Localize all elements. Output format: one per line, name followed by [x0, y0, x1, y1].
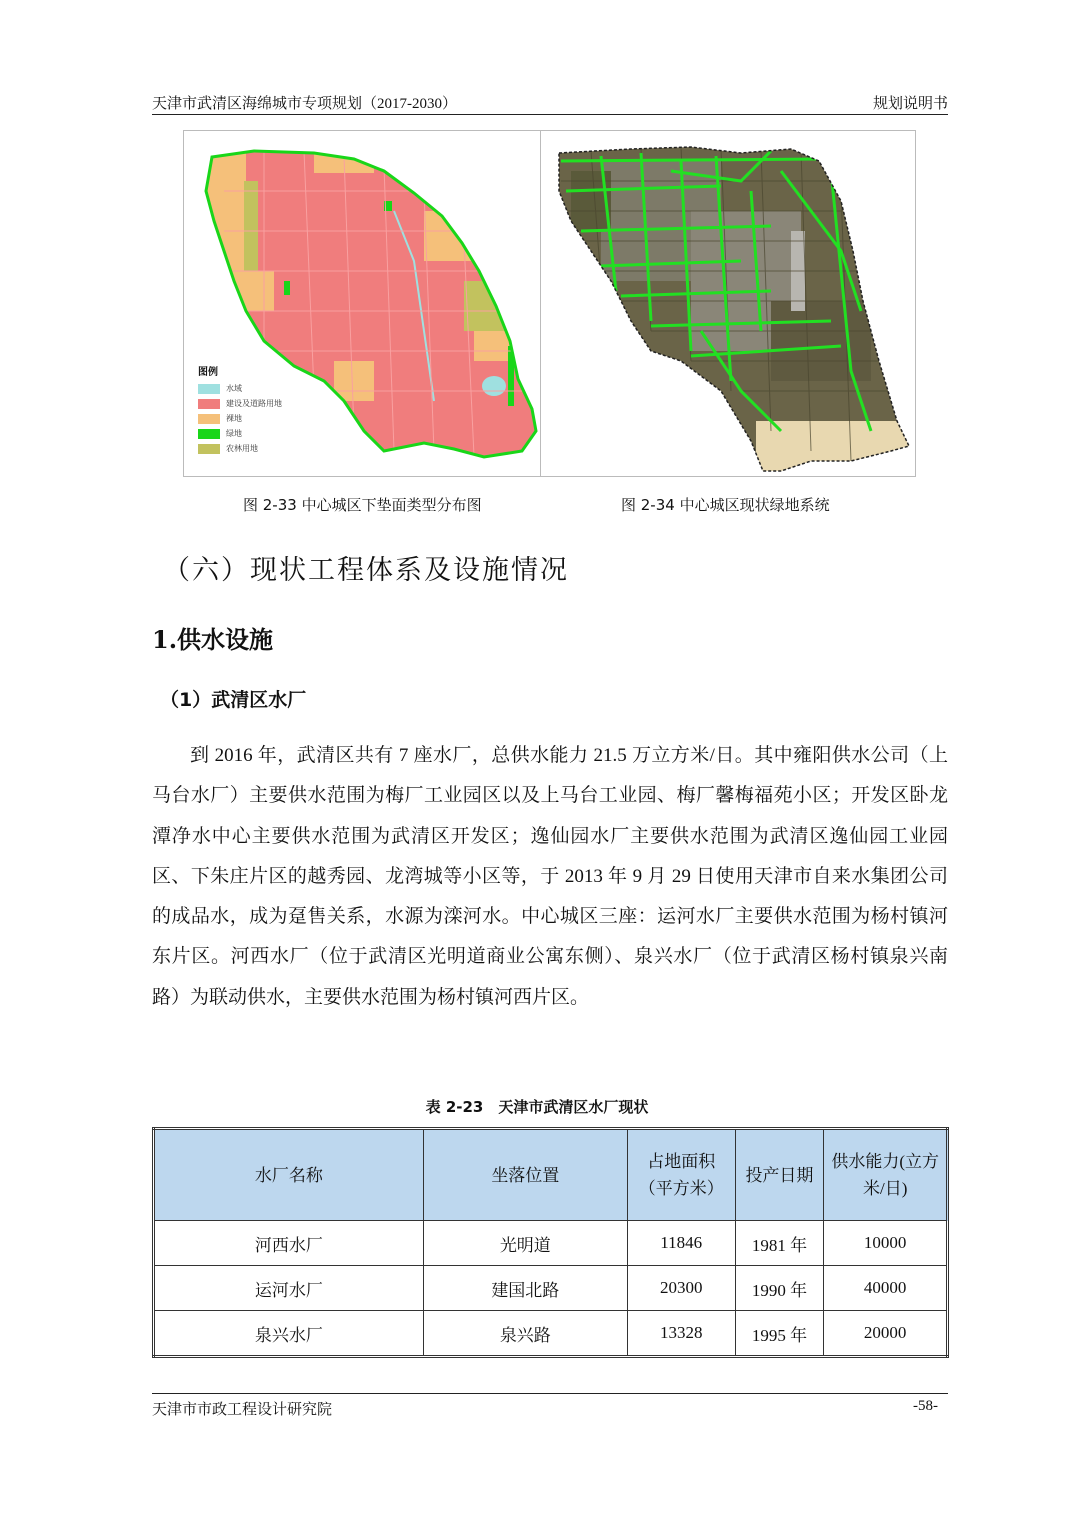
footer-org: 天津市市政工程设计研究院: [152, 1402, 333, 1418]
legend-item: [198, 381, 282, 396]
legend-item: [198, 396, 282, 411]
legend-label: 农林用地: [226, 444, 258, 453]
legend-swatch: [198, 429, 220, 439]
table-cell: 运河水厂: [154, 1266, 424, 1311]
legend-title: 图例: [198, 367, 218, 378]
body-paragraph: 到 2016 年，武清区共有 7 座水厂，总供水能力 21.5 万立方米/日。其中雍阳供水公司（上马台水厂）主要供水范围为梅厂工业园区以及上马台工业园、梅厂馨梅福苑小区；开发区卧龙潭净水中心主要供水范围为武清区开发区；逸仙园水厂主要供水范围为武清区逸仙园工业园区、下朱庄片区的越秀园、龙湾城等小区等，于 2013 年 9 月 29 日使用天津市自来水集团公司的成品水，成为趸售关系，水源为滦河水。中心城区三座：运河水厂主要供水范围为杨村镇河东片区。河西水厂（位于武清区光明道商业公寓东侧）、泉兴水厂（位于武清区杨村镇泉兴南路）为联动供水，主要供水范围为杨村镇河西片区。: [152, 745, 948, 1008]
figure-caption-left: 图 2-33 中心城区下垫面类型分布图: [243, 496, 482, 514]
table-cell: 20300: [627, 1266, 735, 1311]
table-cell: 泉兴路: [423, 1311, 627, 1357]
column-header: 供水能力(立方米/日): [824, 1129, 948, 1221]
column-header: 占地面积（平方米）: [627, 1129, 735, 1221]
figure-panel: [183, 130, 916, 477]
section-title: （六）现状工程体系及设施情况: [163, 555, 569, 586]
header-doc-type: 规划说明书: [872, 96, 948, 112]
green-system-map: [541, 131, 915, 476]
legend-item: [198, 411, 282, 426]
legend-item: [198, 426, 282, 441]
column-header: 投产日期: [735, 1129, 824, 1221]
subsubsection-title: （1）武清区水厂: [160, 689, 307, 711]
table-cell: 10000: [824, 1221, 948, 1266]
table-cell: 1981 年: [735, 1221, 824, 1266]
column-header: 水厂名称: [154, 1129, 424, 1221]
table-cell: 光明道: [423, 1221, 627, 1266]
legend-swatch: [198, 414, 220, 424]
table-cell: 20000: [824, 1311, 948, 1357]
page-footer: [152, 1393, 948, 1420]
table-cell: 建国北路: [423, 1266, 627, 1311]
water-plant-table: [152, 1127, 949, 1358]
table-row: [154, 1311, 948, 1357]
table-cell: 40000: [824, 1266, 948, 1311]
legend-label: 绿地: [226, 429, 242, 438]
legend-label: 水域: [226, 384, 242, 393]
column-header: 坐落位置: [423, 1129, 627, 1221]
table-cell: 1995 年: [735, 1311, 824, 1357]
table-caption: 表 2-23 天津市武清区水厂现状: [425, 1098, 649, 1116]
table-cell: 11846: [627, 1221, 735, 1266]
legend-label: 建设及道路用地: [226, 399, 282, 408]
page-header: [152, 90, 948, 115]
figure-caption-right: 图 2-34 中心城区现状绿地系统: [621, 496, 830, 514]
table-cell: 泉兴水厂: [154, 1311, 424, 1357]
header-title: 天津市武清区海绵城市专项规划（2017-2030）: [152, 96, 457, 112]
legend-swatch: [198, 384, 220, 394]
table-row: [154, 1221, 948, 1266]
legend-swatch: [198, 444, 220, 454]
subsection-title: 1.供水设施: [152, 625, 274, 654]
table-header-row: [154, 1129, 948, 1221]
table-row: [154, 1266, 948, 1311]
table-cell: 河西水厂: [154, 1221, 424, 1266]
legend-item: [198, 441, 282, 456]
page-number: -58-: [913, 1398, 938, 1414]
legend-label: 裸地: [226, 414, 242, 423]
table-cell: 1990 年: [735, 1266, 824, 1311]
map-legend: [198, 363, 282, 456]
legend-swatch: [198, 399, 220, 409]
table-cell: 13328: [627, 1311, 735, 1357]
